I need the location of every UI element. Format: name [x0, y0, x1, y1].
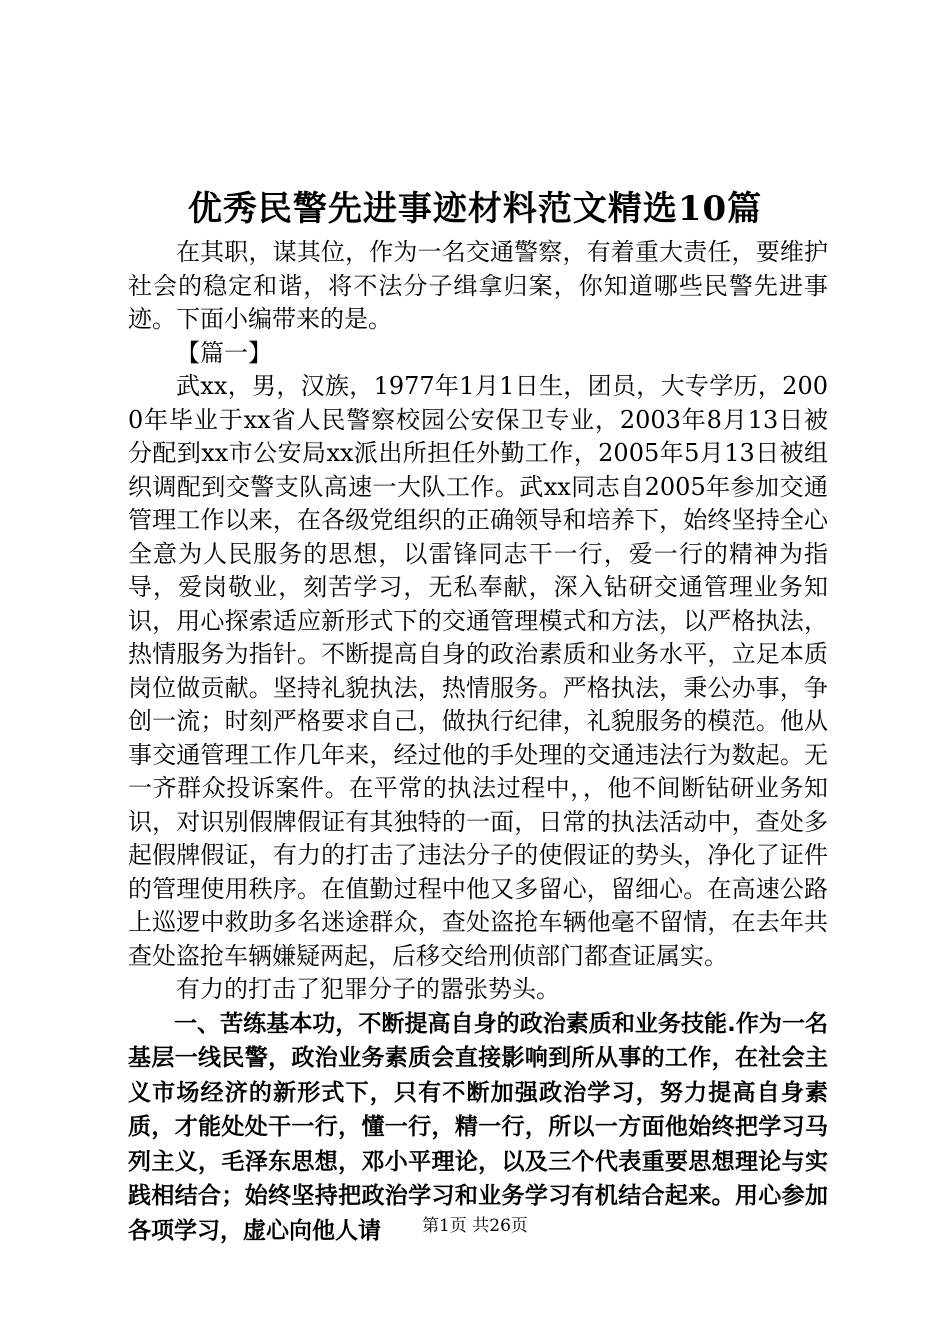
intro-paragraph: 在其职，谋其位，作为一名交通警察，有着重大责任，要维护社会的稳定和谐，将不法分子缉拿归案，你知道哪些民警先进事迹。下面小编带来的是。	[128, 238, 828, 333]
section-heading: 【篇一】	[176, 338, 272, 367]
document-title: 优秀民警先进事迹材料范文精选10篇	[187, 189, 763, 229]
bold-paragraph: 一、苦练基本功，不断提高自身的政治素质和业务技能.作为一名基层一线民警，政治业务素质会直接影响到所从事的工作，在社会主义市场经济的新形式下，只有不断加强政治学习，努力提高自身素质，才能处处干一行，懂一行，精一行，所以一方面他始终把学习马列主义，毛泽东思想，邓小平理论，以及三个代表重要思想理论与实践相结合；始终坚持把政治学习和业务学习有机结合起来。用心参加各项学习，虚心向他人请	[128, 1010, 828, 1244]
document-body	[128, 236, 828, 1248]
page-number-footer: 第1页 共26页	[422, 1216, 528, 1236]
body-paragraph: 武xx，男，汉族，1977年1月1日生，团员，大专学历，2000年毕业于xx省人民警察校园公安保卫专业，2003年8月13日被分配到xx市公安局xx派出所担任外勤工作，2005年5月13日被组织调配到交警支队高速一大队工作。武xx同志自2005年参加交通管理工作以来，在各级党组织的正确领导和培养下，始终坚持全心全意为人民服务的思想，以雷锋同志干一行，爱一行的精神为指导，爱岗敬业，刻苦学习，无私奉献，深入钻研交通管理业务知识，用心探索适应新形式下的交通管理模式和方法，以严格执法，热情服务为指针。不断提高自身的政治素质和业务水平，立足本质岗位做贡献。坚持礼貌执法，热情服务。严格执法，秉公办事，争创一流；时刻严格要求自己，做执行纪律，礼貌服务的模范。他从事交通管理工作几年来，经过他的手处理的交通违法行为数起。无一齐群众投诉案件。在平常的执法过程中，，他不间断钻研业务知识，对识别假牌假证有其独特的一面，日常的执法活动中，查处多起假牌假证，有力的打击了违法分子的使假证的势头，净化了证件的管理使用秩序。在值勤过程中他又多留心，留细心。在高速公路上巡逻中救助多名迷途群众，查处盗抢车辆他毫不留情，在去年共查处盗抢车辆嫌疑两起，后移交给刑侦部门都查证属实。	[128, 372, 828, 970]
body-paragraph: 有力的打击了犯罪分子的嚣张势头。	[176, 975, 560, 1003]
